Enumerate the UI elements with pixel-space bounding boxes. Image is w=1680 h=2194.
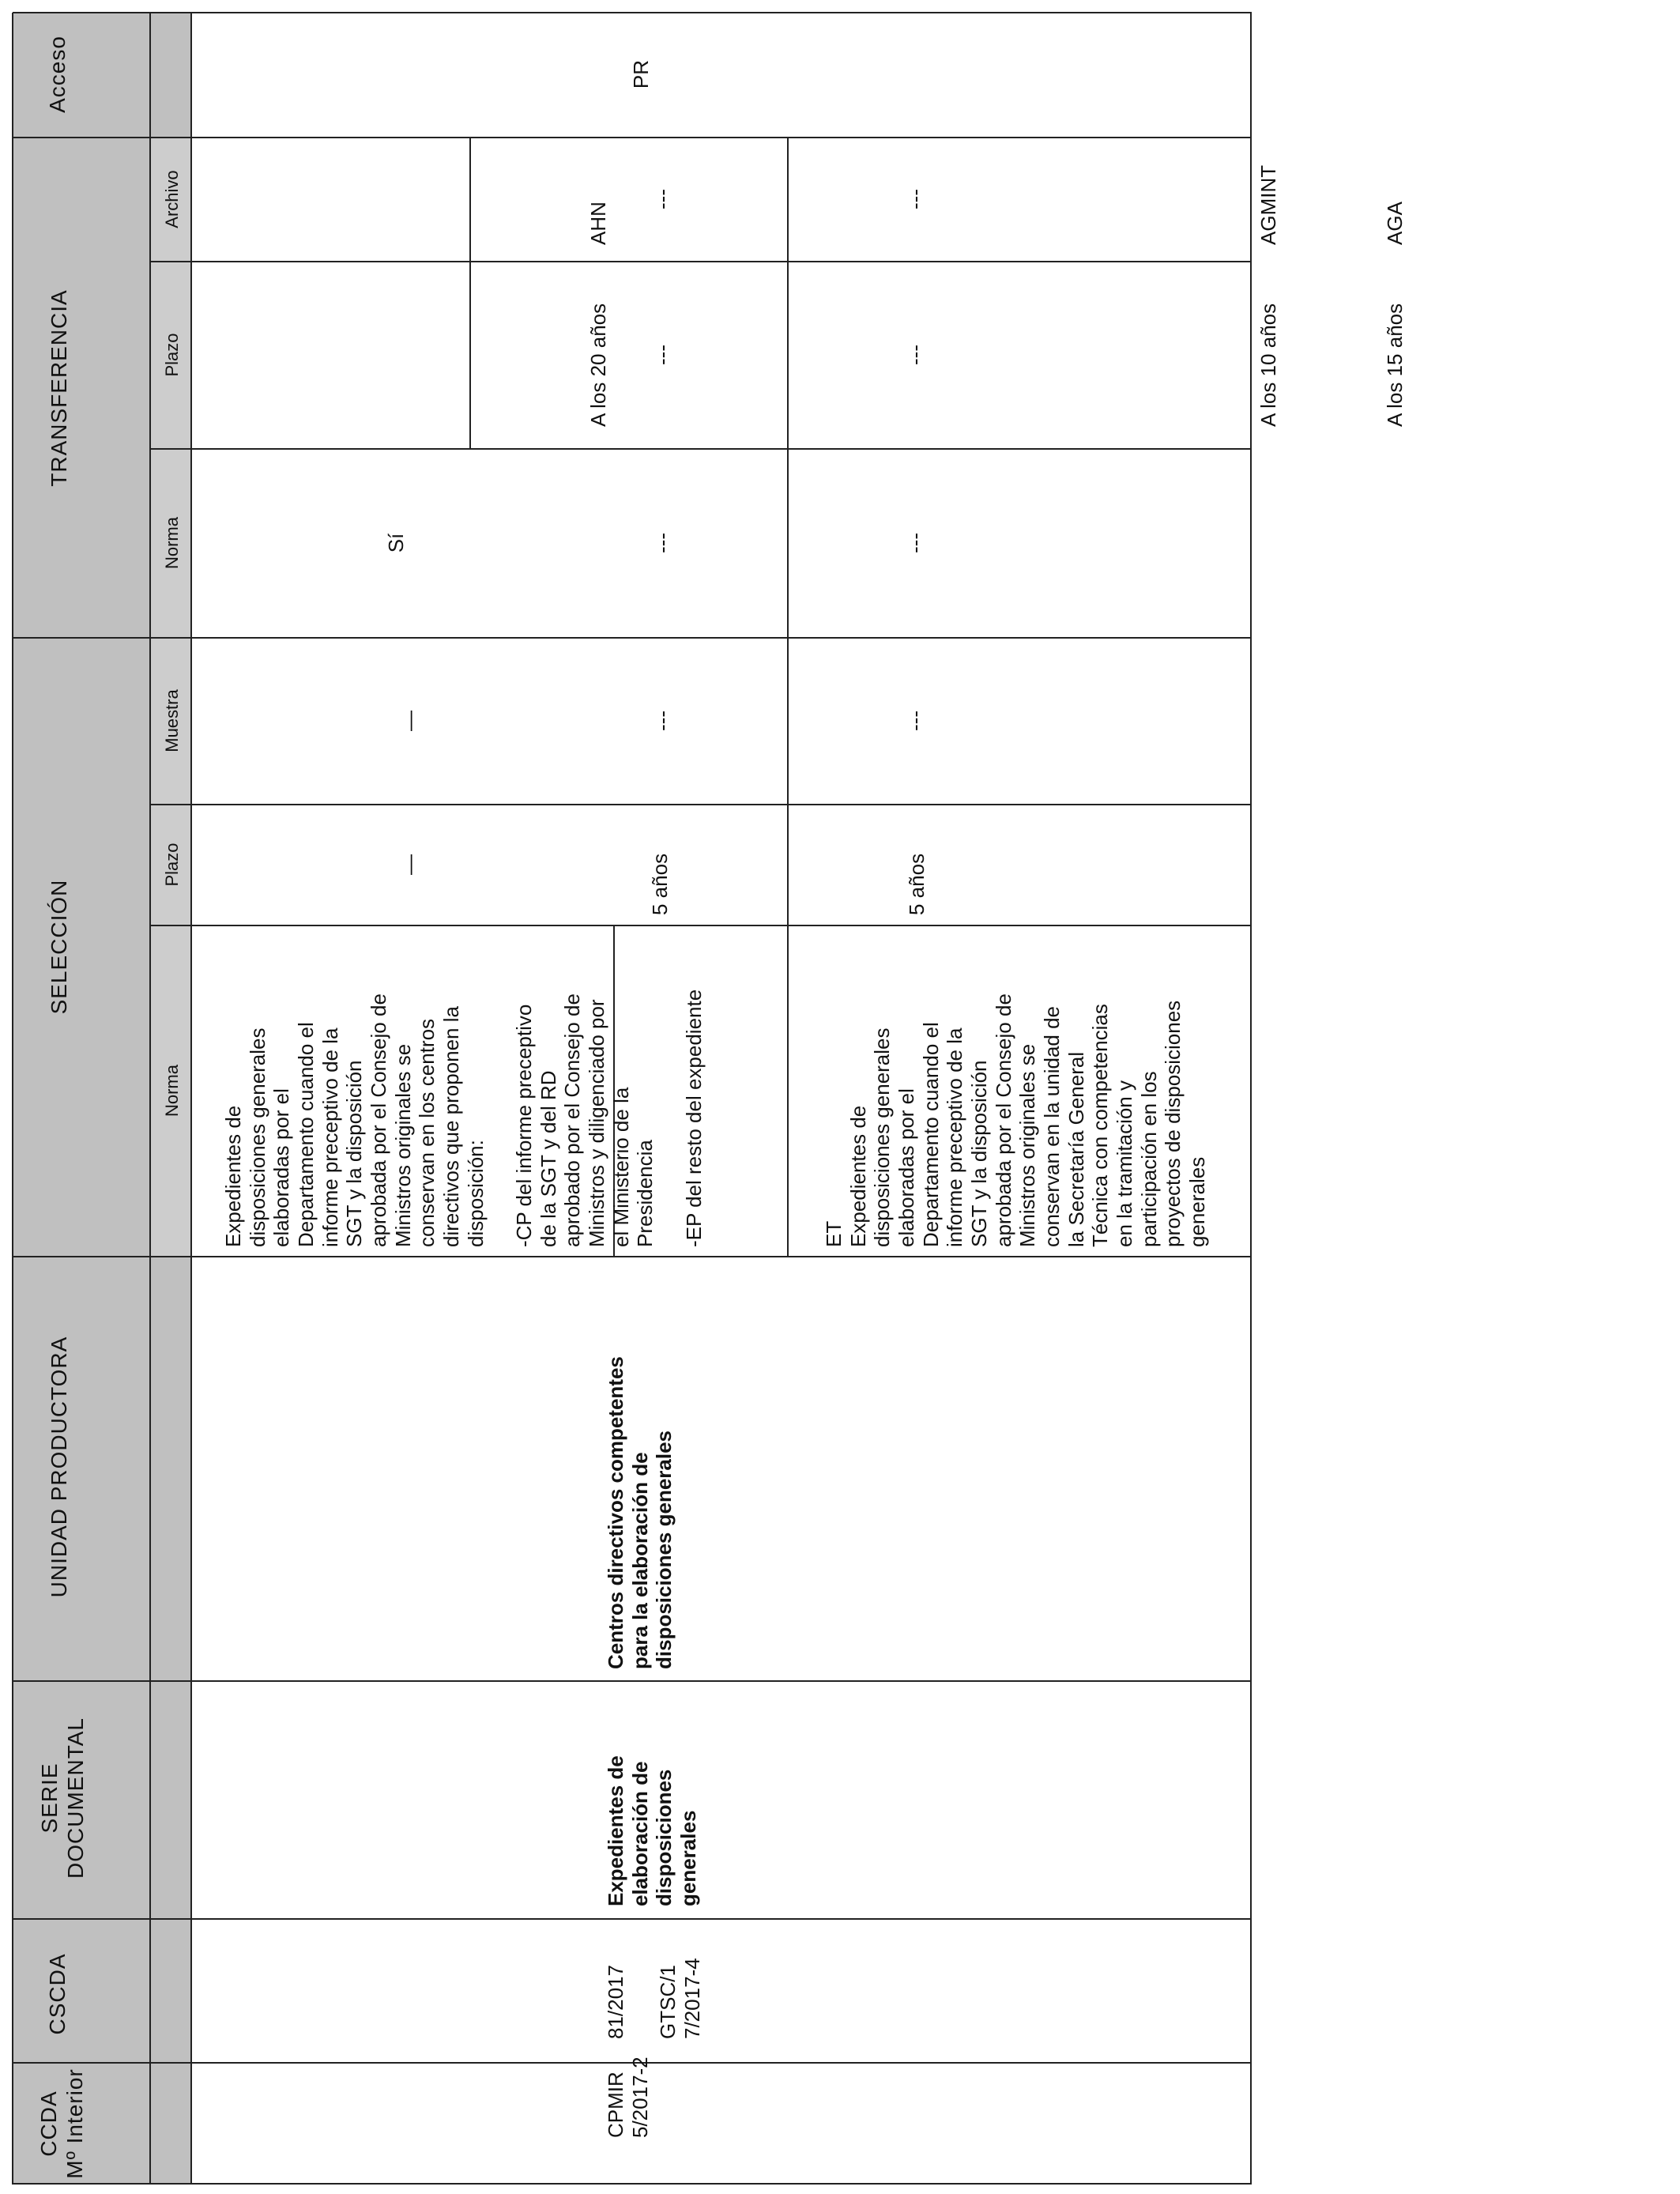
- seleccion-norma-2: ET Expedientes de disposiciones generales elaboradas por el Departamento cuando el informe preceptivo de la SGT y la disposición aprobada por el Consejo de Ministros originales se conservan en la unidad de la Secretaría General Técnica con competencias en la tramitación y participación en los proyectos de disposiciones generales: [822, 993, 1210, 1247]
- transferencia-plazo-1: A los 10 años: [1256, 303, 1280, 427]
- header-serie-documental: SERIE DOCUMENTAL: [37, 1717, 89, 1879]
- transferencia-norma-1: Sí: [384, 533, 408, 553]
- transferencia-norma-3: ---: [903, 533, 927, 553]
- ccda-code: CPMIR 5/2017-2: [604, 2056, 652, 2138]
- seleccion-muestra-1: —: [397, 711, 421, 731]
- cscda-code-2: GTSC/1 7/2017-4: [656, 1958, 704, 2039]
- archivo-1: AGMINT: [1256, 164, 1280, 245]
- acceso-header-cell: [150, 13, 191, 137]
- archivo-3: AHN: [586, 202, 610, 245]
- header-seleccion-plazo: Plazo: [162, 843, 182, 887]
- archivo-5: ---: [903, 189, 927, 209]
- cscda-code-1: 81/2017: [604, 1965, 627, 2039]
- header-acceso: Acceso: [45, 36, 70, 113]
- header-seleccion: SELECCIÓN: [47, 879, 71, 1015]
- header-seleccion-muestra: Muestra: [162, 689, 182, 752]
- cscda-ccda-header-cell: [150, 1918, 191, 2184]
- seleccion-plazo-1: —: [397, 854, 421, 875]
- header-ccda: CCDA Mº Interior: [36, 2068, 88, 2179]
- header-cscda: CSCDA: [45, 1953, 70, 2035]
- transferencia-plazo-3: A los 20 años: [586, 303, 610, 427]
- seleccion-norma-1: Expedientes de disposiciones generales elaboradas por el Departamento cuando el informe preceptivo de la SGT y la disposición aprobada por el Consejo de Ministros originales se conservan en los centros directivos que proponen la disposición: -CP del informe preceptivo de la SGT y del RD aprobado por el Consejo de Ministros y diligenciado por el Ministerio de la Presidencia -EP del resto del expediente: [221, 989, 706, 1247]
- header-transferencia-plazo: Plazo: [162, 333, 182, 377]
- seleccion-plazo-2: 5 años: [648, 853, 672, 915]
- unidad-productora: Centros directivos competentes para la elaboración de disposiciones generales: [604, 1356, 676, 1669]
- archivo-2: AGA: [1383, 202, 1407, 245]
- header-transferencia: TRANSFERENCIA: [47, 289, 71, 487]
- transferencia-plazo-4: ---: [650, 345, 674, 365]
- seleccion-plazo-3: 5 años: [905, 853, 929, 915]
- transferencia-plazo-5: ---: [903, 345, 927, 365]
- acceso-value: PR: [629, 59, 653, 89]
- header-transferencia-archivo: Archivo: [162, 170, 182, 228]
- seleccion-muestra-2: ---: [650, 711, 674, 731]
- header-transferencia-norma: Norma: [162, 517, 182, 570]
- header-unidad-productora: UNIDAD PRODUCTORA: [47, 1336, 71, 1598]
- header-seleccion-norma: Norma: [162, 1065, 182, 1118]
- transferencia-plazo-2: A los 15 años: [1383, 303, 1407, 427]
- serie-documental: Expedientes de elaboración de disposiciones generales: [604, 1755, 701, 1906]
- seleccion-muestra-3: ---: [903, 711, 927, 731]
- archivo-4: ---: [650, 189, 674, 209]
- transferencia-norma-2: ---: [650, 533, 674, 553]
